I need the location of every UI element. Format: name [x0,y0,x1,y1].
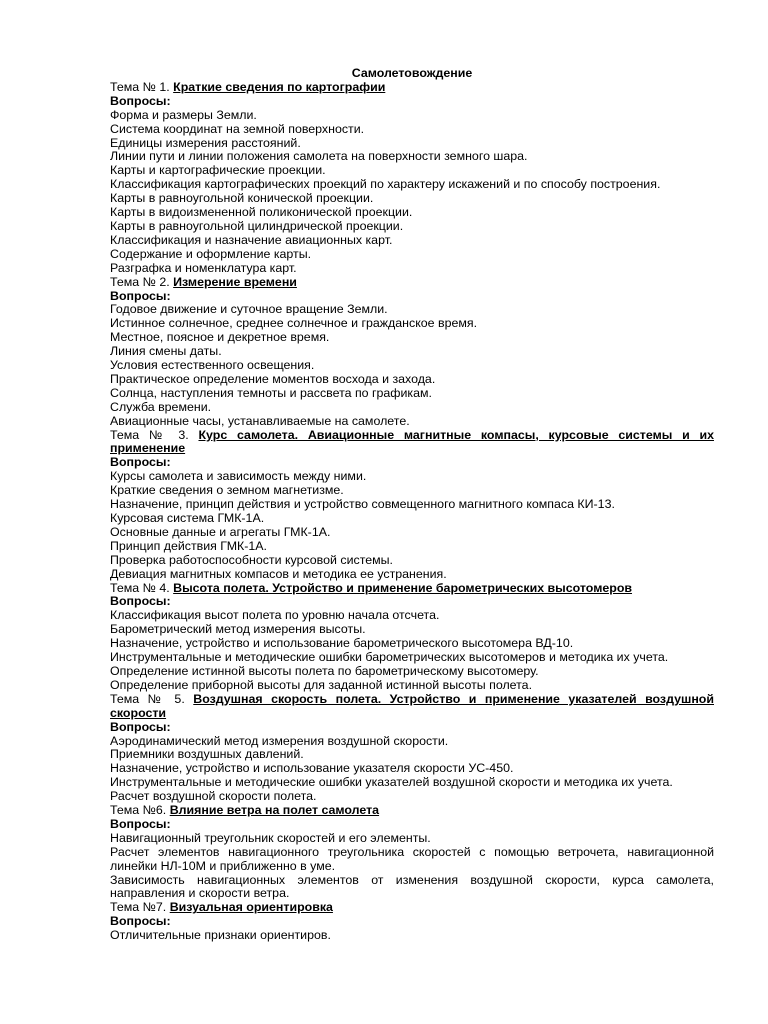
questions-label: Вопросы: [110,914,171,929]
topic-number: Тема №7. [110,900,167,915]
question-item: Линии пути и линии положения самолета на поверхности земного шара. [110,149,528,164]
topic-title: Измерение времени [173,274,297,289]
question-item: Курсовая система ГМК-1А. [110,511,265,525]
question-item: Основные данные и агрегаты ГМК-1А. [110,524,331,539]
question-item: Карты в видоизмененной поликонической проекции. [110,205,413,220]
question-item: Девиация магнитных компасов и методика ее устранения. [110,566,447,581]
question-item: Практическое определение моментов восхода и захода. [110,371,436,386]
question-item: Местное, поясное и декретное время. [110,330,330,345]
topic-title: Визуальная ориентировка [169,900,333,915]
question-item: Отличительные признаки ориентиров. [110,928,331,943]
question-item: Солнца, наступления темноты и рассвета по графикам. [110,385,432,400]
question-item: Классификация высот полета по уровню начала отсчета. [110,608,440,623]
topic-heading [110,804,714,818]
topic-title: Краткие сведения по картографии [173,79,386,94]
question-item: Классификация картографических проекций по характеру искажений и по способу построения. [110,177,661,192]
question-item: Единицы измерения расстояний. [110,135,301,150]
question-item: Авиационные часы, устанавливаемые на самолете. [110,413,410,428]
question-item: Приемники воздушных давлений. [110,747,304,762]
questions-label: Вопросы: [110,719,171,734]
question-item: Форма и размеры Земли. [110,107,257,122]
question-item: Барометрический метод измерения высоты. [110,622,366,637]
topic-title: Воздушная скорость полета. Устройство и применение указателей воздушной скорости [110,691,714,720]
question-item: Содержание и оформление карты. [110,246,312,261]
topic-title: Высота полета. Устройство и применение барометрических высотомеров [173,580,633,595]
question-item: Назначение, принцип действия и устройство совмещенного магнитного компаса КИ-13. [110,497,615,512]
topic-heading [110,582,714,596]
question-item: Аэродинамический метод измерения воздушной скорости. [110,733,449,748]
question-item: Проверка работоспособности курсовой системы. [110,552,393,567]
document-title: Самолетовождение [351,66,473,80]
question-item: Краткие сведения о земном магнетизме. [110,483,344,498]
question-item: Курсы самолета и зависимость между ними. [110,469,367,484]
question-item: Условия естественного освещения. [110,358,315,373]
topic-heading [110,276,714,290]
topic-title: Влияние ветра на полет самолета [169,803,380,818]
question-item: Определение приборной высоты для заданной истинной высоты полета. [110,677,533,692]
question-item: Зависимость навигационных элементов от изменения воздушной скорости, курса самолета, направления и скорости ветра. [110,872,714,901]
questions-label: Вопросы: [110,816,171,831]
question-item: Карты и картографические проекции. [110,163,326,178]
question-item: Линия смены даты. [110,344,222,359]
questions-label: Вопросы: [110,288,171,303]
questions-label: Вопросы: [110,93,171,108]
topic-number: Тема № 3. [110,427,189,442]
question-item: Годовое движение и суточное вращение Земли. [110,302,388,317]
topic-number: Тема № 5. [110,691,185,706]
topic-heading [110,429,714,457]
question-item: Принцип действия ГМК-1А. [110,538,267,553]
question-item: Инструментальные и методические ошибки указателей воздушной скорости и методика их учета. [110,775,673,790]
question-item: Карты в равноугольной конической проекции. [110,191,374,206]
question-item: Система координат на земной поверхности. [110,121,365,136]
question-item: Классификация и назначение авиационных карт. [110,232,393,247]
questions-label: Вопросы: [110,594,171,609]
question-item: Истинное солнечное, среднее солнечное и гражданское время. [110,316,478,331]
question-item: Определение истинной высоты полета по барометрическому высотомеру. [110,663,539,678]
topic-heading [110,693,714,721]
topic-number: Тема № 4. [110,580,170,595]
topic-number: Тема №6. [110,803,167,818]
topic-number: Тема № 2. [110,274,170,289]
topic-title: Курс самолета. Авиационные магнитные компасы, курсовые системы и их применение [110,427,714,456]
question-item: Навигационный треугольник скоростей и его элементы. [110,830,431,845]
topic-heading [110,81,714,95]
question-item: Расчет воздушной скорости полета. [110,789,317,804]
question-item: Служба времени. [110,399,212,414]
topic-number: Тема № 1. [110,79,170,94]
question-item: Назначение, устройство и использование указателя скорости УС-450. [110,761,514,776]
question-item: Разграфка и номенклатура карт. [110,260,297,275]
question-item: Назначение, устройство и использование барометрического высотомера ВД-10. [110,636,574,651]
questions-label: Вопросы: [110,455,171,470]
topic-heading [110,901,714,915]
question-item: Карты в равноугольной цилиндрической проекции. [110,218,404,233]
question-item: Расчет элементов навигационного треугольника скоростей с помощью ветрочета, навигационной линейки НЛ-10М и приближенно в уме. [110,844,714,873]
document-body [110,67,714,943]
question-item: Инструментальные и методические ошибки барометрических высотомеров и методика их учета. [110,650,669,665]
